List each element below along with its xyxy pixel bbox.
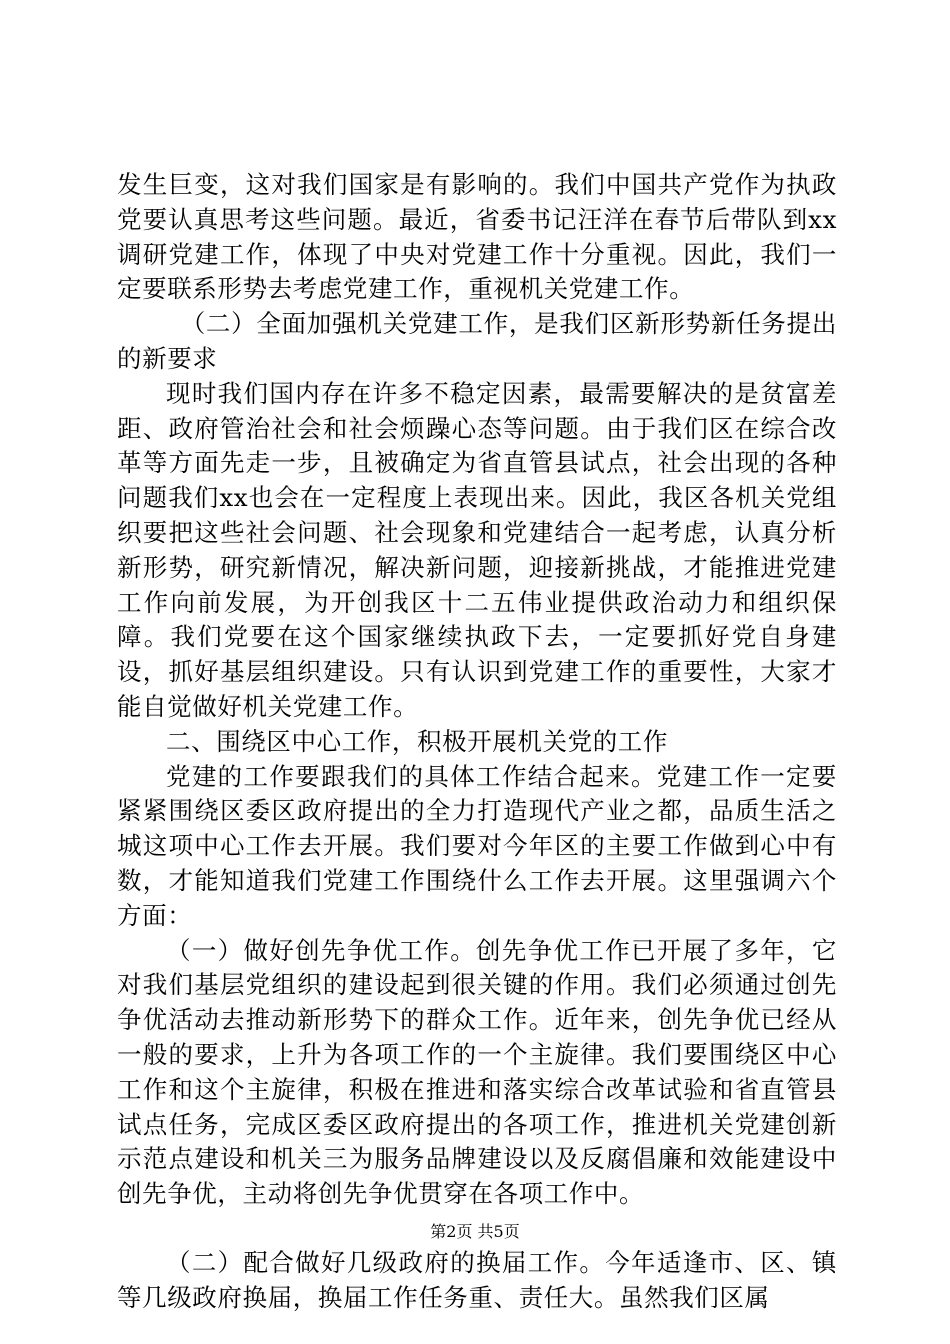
paragraph-1: 发生巨变，这对我们国家是有影响的。我们中国共产党作为执政党要认真思考这些问题。最近，省委书记汪洋在春节后带队到xx调研党建工作，体现了中央对党建工作十分重视。因此，我们一定要联系形势去考虑党建工作，重视机关党建工作。: [117, 170, 837, 304]
paragraph-3: 现时我们国内存在许多不稳定因素，最需要解决的是贫富差距、政府管治社会和社会烦躁心态等问题。由于我们区在综合改革等方面先走一步，且被确定为省直管县试点，社会出现的各种问题我们xx也会在一定程度上表现出来。因此，我区各机关党组织要把这些社会问题、社会现象和党建结合一起考虑，认真分析新形势，研究新情况，解决新问题，迎接新挑战，才能推进党建工作向前发展，为开创我区十二五伟业提供政治动力和组织保障。我们党要在这个国家继续执政下去，一定要抓好党自身建设，抓好基层组织建设。只有认识到党建工作的重要性，大家才能自觉做好机关党建工作。: [117, 378, 837, 721]
page-number-footer: 第2页 共5页: [430, 1222, 520, 1241]
paragraph-2-heading: （二）全面加强机关党建工作，是我们区新形势新任务提出的新要求: [117, 309, 837, 373]
document-body: [117, 168, 837, 1316]
paragraph-7: （二）配合做好几级政府的换届工作。今年适逢市、区、镇等几级政府换届，换届工作任务重、责任大。虽然我们区属: [117, 1247, 837, 1312]
paragraph-6: （一）做好创先争优工作。创先争优工作已开展了多年，它对我们基层党组织的建设起到很关键的作用。我们必须通过创先争优活动去推动新形势下的群众工作。近年来，创先争优已经从一般的要求，上升为各项工作的一个主旋律。我们要围绕区中心工作和这个主旋律，积极在推进和落实综合改革试验和省直管县试点任务，完成区委区政府提出的各项工作，推进机关党建创新示范点建设和机关三为服务品牌建设以及反腐倡廉和效能建设中创先争优，主动将创先争优贯穿在各项工作中。: [117, 935, 837, 1209]
paragraph-5: 党建的工作要跟我们的具体工作结合起来。党建工作一定要紧紧围绕区委区政府提出的全力打造现代产业之都，品质生活之城这项中心工作去开展。我们要对今年区的主要工作做到心中有数，才能知道我们党建工作围绕什么工作去开展。这里强调六个方面：: [117, 761, 837, 930]
section-heading-2: 二、围绕区中心工作，积极开展机关党的工作: [166, 726, 668, 756]
